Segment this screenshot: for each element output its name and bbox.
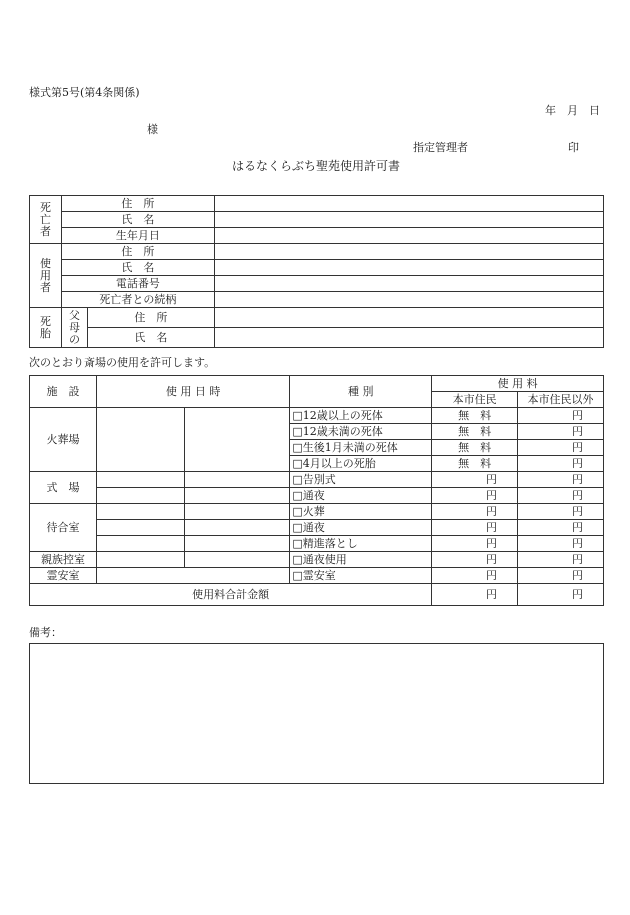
user-name-field[interactable] (214, 260, 603, 276)
category-checkbox[interactable]: □火葬 (290, 504, 432, 520)
permit-sentence: 次のとおり斎場の使用を許可します。 (29, 356, 216, 369)
table-row (30, 408, 604, 424)
remarks-field[interactable] (29, 643, 604, 784)
family-time-field[interactable] (184, 552, 290, 568)
header-facility: 施 設 (30, 376, 97, 408)
fee-non-resident[interactable]: 円 (518, 456, 604, 472)
fee-resident[interactable]: 円 (432, 520, 518, 536)
deceased-name-field[interactable] (214, 212, 603, 228)
total-non-resident[interactable]: 円 (518, 584, 604, 606)
date-line: 年 月 日 (545, 104, 600, 117)
parents-label: 父 母 の (61, 308, 87, 348)
fee-resident[interactable]: 円 (432, 504, 518, 520)
crematorium-date-field[interactable] (96, 408, 184, 472)
fee-resident[interactable]: 円 (432, 472, 518, 488)
ceremony-time-field[interactable] (184, 472, 290, 488)
table-row (30, 536, 604, 552)
facility-mortuary: 霊安室 (30, 568, 97, 584)
fee-resident[interactable]: 円 (432, 568, 518, 584)
parent-name-field[interactable] (214, 328, 603, 348)
vigil-time-field[interactable] (184, 488, 290, 504)
waiting-meal-date-field[interactable] (96, 536, 184, 552)
facility-family-room: 親族控室 (30, 552, 97, 568)
category-checkbox[interactable]: □12歳以上の死体 (290, 408, 432, 424)
category-checkbox[interactable]: □告別式 (290, 472, 432, 488)
form-id: 様式第5号(第4条関係) (29, 86, 140, 99)
waiting-date-field[interactable] (96, 504, 184, 520)
user-phone-label: 電話番号 (61, 276, 214, 292)
waiting-time-field[interactable] (184, 504, 290, 520)
fee-non-resident[interactable]: 円 (518, 520, 604, 536)
facility-crematorium: 火葬場 (30, 408, 97, 472)
category-checkbox[interactable]: □霊安室 (290, 568, 432, 584)
fee-resident[interactable]: 円 (432, 488, 518, 504)
total-resident[interactable]: 円 (432, 584, 518, 606)
fee-non-resident[interactable]: 円 (518, 488, 604, 504)
fee-resident[interactable]: 円 (432, 552, 518, 568)
user-relation-label: 死亡者との続柄 (61, 292, 214, 308)
parent-name-label: 氏 名 (87, 328, 214, 348)
user-label: 使 用 者 (30, 244, 62, 308)
user-address-field[interactable] (214, 244, 603, 260)
fee-resident: 無 料 (432, 424, 518, 440)
category-checkbox[interactable]: □4月以上の死胎 (290, 456, 432, 472)
user-address-label: 住 所 (61, 244, 214, 260)
ceremony-date-field[interactable] (96, 472, 184, 488)
header-datetime: 使 用 日 時 (96, 376, 289, 408)
deceased-birthdate-field[interactable] (214, 228, 603, 244)
mortuary-datetime-field[interactable] (96, 568, 289, 584)
header-resident: 本市住民 (432, 392, 518, 408)
parent-address-label: 住 所 (87, 308, 214, 328)
table-row (30, 488, 604, 504)
category-checkbox[interactable]: □12歳未満の死体 (290, 424, 432, 440)
addressee-suffix: 様 (147, 123, 158, 136)
parent-address-field[interactable] (214, 308, 603, 328)
deceased-name-label: 氏 名 (61, 212, 214, 228)
fee-non-resident[interactable]: 円 (518, 440, 604, 456)
header-category: 種 別 (290, 376, 432, 408)
seal-mark: 印 (568, 141, 579, 154)
fee-non-resident[interactable]: 円 (518, 568, 604, 584)
total-label: 使用料合計金額 (30, 584, 432, 606)
deceased-label: 死 亡 者 (30, 196, 62, 244)
deceased-address-field[interactable] (214, 196, 603, 212)
waiting-vigil-time-field[interactable] (184, 520, 290, 536)
deceased-birthdate-label: 生年月日 (61, 228, 214, 244)
facility-ceremony-hall: 式 場 (30, 472, 97, 504)
crematorium-time-field[interactable] (184, 408, 290, 472)
category-checkbox[interactable]: □通夜 (290, 488, 432, 504)
fee-non-resident[interactable]: 円 (518, 504, 604, 520)
waiting-vigil-date-field[interactable] (96, 520, 184, 536)
table-row (30, 520, 604, 536)
fee-non-resident[interactable]: 円 (518, 408, 604, 424)
category-checkbox[interactable]: □通夜 (290, 520, 432, 536)
category-checkbox[interactable]: □精進落とし (290, 536, 432, 552)
fee-resident: 無 料 (432, 408, 518, 424)
stillbirth-label: 死 胎 (30, 308, 62, 348)
table-row (30, 472, 604, 488)
user-phone-field[interactable] (214, 276, 603, 292)
document-title: はるなくらぶち聖苑使用許可書 (232, 159, 401, 173)
vigil-date-field[interactable] (96, 488, 184, 504)
table-row (30, 552, 604, 568)
deceased-address-label: 住 所 (61, 196, 214, 212)
table-row (30, 568, 604, 584)
user-name-label: 氏 名 (61, 260, 214, 276)
applicant-table (29, 195, 604, 348)
usage-table (29, 375, 604, 606)
fee-non-resident[interactable]: 円 (518, 552, 604, 568)
remarks-label: 備考： (29, 626, 62, 639)
fee-non-resident[interactable]: 円 (518, 472, 604, 488)
manager-label: 指定管理者 (413, 141, 468, 154)
facility-waiting-room: 待合室 (30, 504, 97, 552)
fee-non-resident[interactable]: 円 (518, 424, 604, 440)
category-checkbox[interactable]: □生後1月未満の死体 (290, 440, 432, 456)
fee-non-resident[interactable]: 円 (518, 536, 604, 552)
header-fee: 使 用 料 (432, 376, 604, 392)
family-date-field[interactable] (96, 552, 184, 568)
waiting-meal-time-field[interactable] (184, 536, 290, 552)
user-relation-field[interactable] (214, 292, 603, 308)
fee-resident[interactable]: 円 (432, 536, 518, 552)
table-row (30, 504, 604, 520)
fee-resident: 無 料 (432, 440, 518, 456)
fee-resident: 無 料 (432, 456, 518, 472)
total-row (30, 584, 604, 606)
category-checkbox[interactable]: □通夜使用 (290, 552, 432, 568)
header-non-resident: 本市住民以外 (518, 392, 604, 408)
